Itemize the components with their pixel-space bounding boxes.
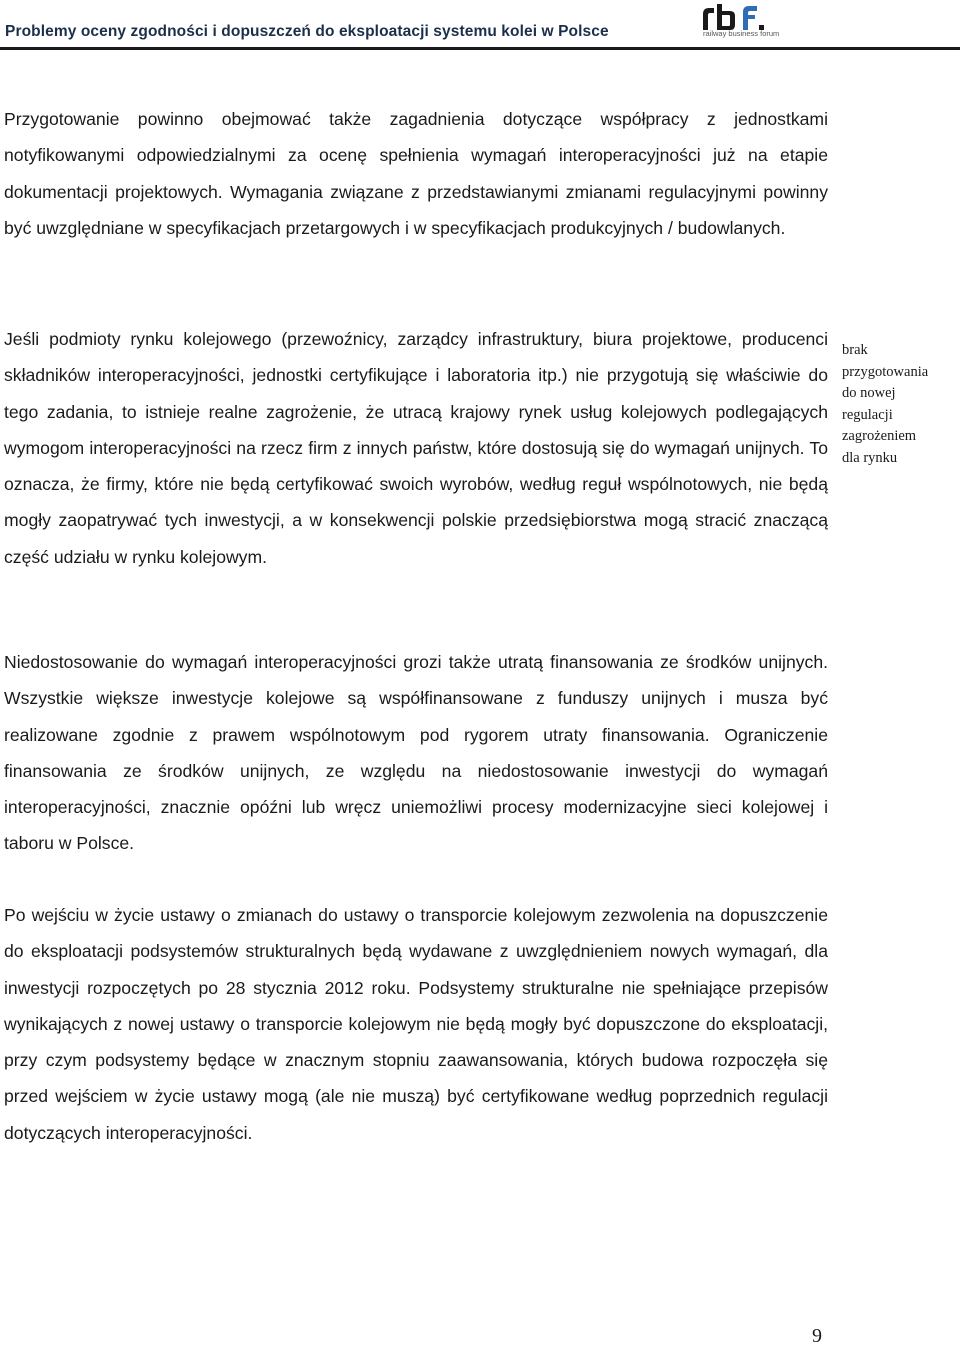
margin-note-line: do nowej <box>842 385 896 401</box>
header-title: Problemy oceny zgodności i dopuszczeń do eksploatacji systemu kolei w Polsce <box>5 23 609 40</box>
page-header <box>0 0 960 52</box>
rbf-logo <box>697 2 787 44</box>
body-paragraph-2: Jeśli podmioty rynku kolejowego (przewoźnicy, zarządcy infrastruktury, biura projektowe, producenci składników interoperacyjności, jednostki certyfikujące i laboratoria itp.) nie przygotują się właściwie do tego zadania, to istnieje realne zagrożenie, że utracą krajowy rynek usług kolejowych podlegających wymogom interoperacyjności na rzecz firm z innych państw, które dostosują się do wymagań unijnych. To oznacza, że firmy, które nie będą certyfikować swoich wyrobów, według reguł wspólnotowych, nie będą mogły zaopatrywać tych inwestycji, a w konsekwencji polskie przedsiębiorstwa mogą stracić znaczącą część udziału w rynku kolejowym. <box>4 329 828 567</box>
margin-note-line: przygotowania <box>842 363 929 380</box>
margin-note-line: regulacji <box>842 406 893 423</box>
margin-note <box>842 340 960 469</box>
margin-note-line: zagrożeniem <box>842 428 917 444</box>
page-number: 9 <box>812 1325 822 1347</box>
margin-note-line: brak <box>842 342 868 358</box>
header-divider <box>0 47 960 50</box>
body-paragraph-4: Po wejściu w życie ustawy o zmianach do ustawy o transporcie kolejowym zezwolenia na dopuszczenie do eksploatacji podsystemów strukturalnych będą wydawane z uwzględnieniem nowych wymagań, dla inwestycji rozpoczętych po 28 stycznia 2012 roku. Podsystemy strukturalne nie spełniające przepisów wynikających z nowej ustawy o transporcie kolejowym nie będą mogły być dopuszczone do eksploatacji, przy czym podsystemy będące w znacznym stopniu zaawansowania, których budowa rozpoczęła się przed wejściem w życie ustawy mogą (ale nie muszą) być certyfikowane według poprzednich regulacji dotyczących interoperacyjności. <box>4 905 828 1143</box>
body-paragraph-1: Przygotowanie powinno obejmować także zagadnienia dotyczące współpracy z jednostkami notyfikowanymi odpowiedzialnymi za ocenę spełnienia wymagań interoperacyjności już na etapie dokumentacji projektowych. Wymagania związane z przedstawianymi zmianami regulacyjnymi powinny być uwzględniane w specyfikacjach przetargowych i w specyfikacjach produkcyjnych / budowlanych. <box>4 109 828 238</box>
logo-subtitle: railway business forum <box>703 29 780 38</box>
rbf-logo-mark <box>697 2 787 32</box>
body-paragraph-3: Niedostosowanie do wymagań interoperacyjności grozi także utratą finansowania ze środków unijnych. Wszystkie większe inwestycje kolejowe są współfinansowane z funduszy unijnych i musza być realizowane zgodnie z prawem wspólnotowym pod rygorem utraty finansowania. Ograniczenie finansowania ze środków unijnych, ze względu na niedostosowanie inwestycji do wymagań interoperacyjności, znacznie opóźni lub wręcz uniemożliwi procesy modernizacyjne sieci kolejowej i taboru w Polsce. <box>4 652 828 854</box>
margin-note-line: dla rynku <box>842 449 898 466</box>
